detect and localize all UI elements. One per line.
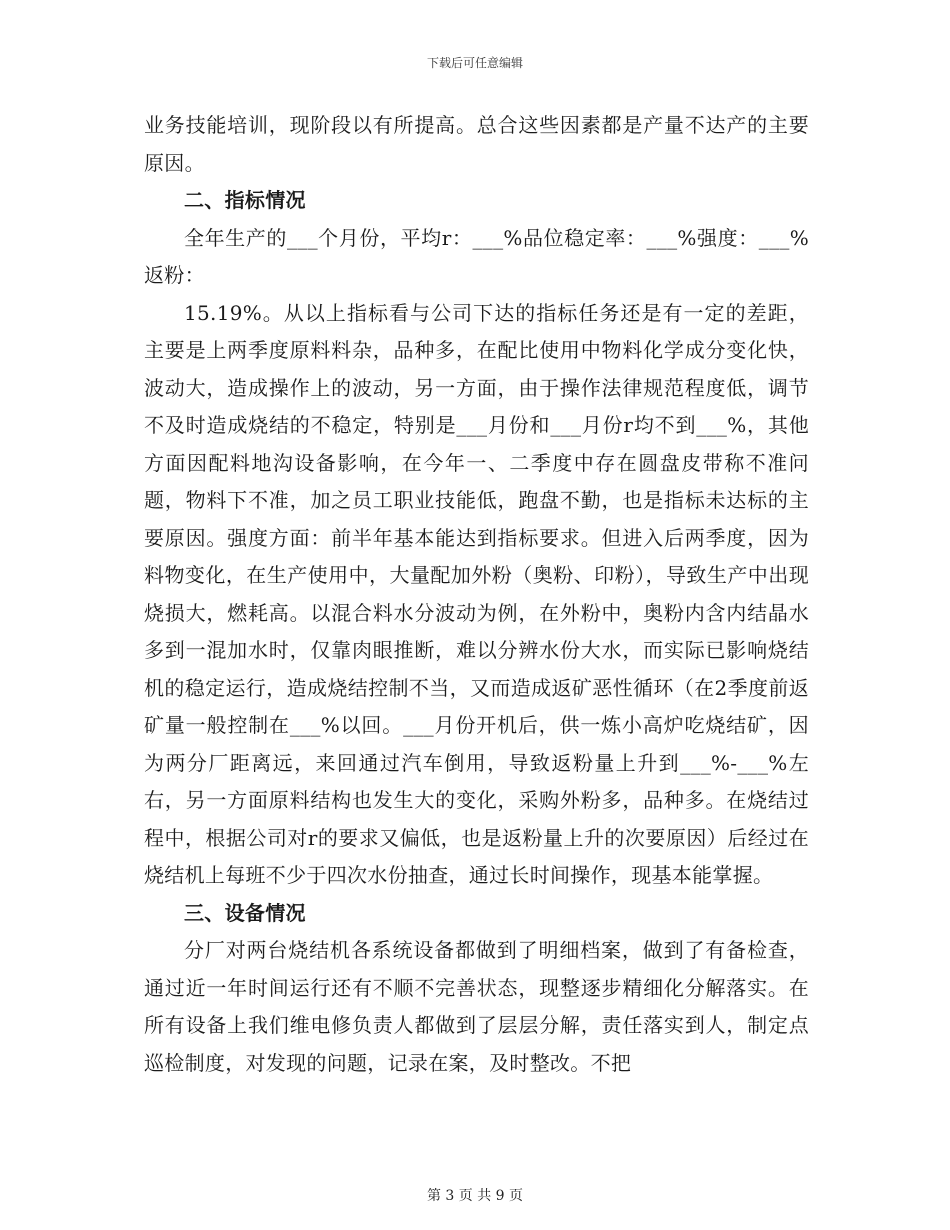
section-heading-equipment: 三、设备情况 bbox=[184, 900, 306, 925]
paragraph-2: 全年生产的___个月份，平均r：___%品位稳定率：___%强度：___%返粉： bbox=[144, 225, 809, 287]
page-header-note: 下载后可任意编辑 bbox=[426, 56, 523, 70]
page-number: 第 3 页 共 9 页 bbox=[426, 1188, 524, 1204]
paragraph-3: 15.19%。从以上指标看与公司下达的指标任务还是有一定的差距，主要是上两季度原料料杂，品种多，在配比使用中物料化学成分变化快，波动大，造成操作上的波动，另一方面，由于操作法律规范程度低，调节不及时造成烧结的不稳定，特别是___月份和___月份r均不到___%，其他方面因配料地沟设备影响，在今年一、二季度中存在圆盘皮带称不准问题，物料下不准，加之员工职业技能低，跑盘不勤，也是指标未达标的主要原因。强度方面：前半年基本能达到指标要求。但进入后两季度，因为料物变化，在生产使用中，大量配加外粉（奥粉、印粉），导致生产中出现烧损大，燃耗高。以混合料水分波动为例，在外粉中，奥粉内含内结晶水多到一混加水时，仅靠肉眼推断，难以分辨水份大水，而实际已影响烧结机的稳定运行，造成烧结控制不当，又而造成返矿恶性循环（在2季度前返矿量一般控制在___%以回。___月份开机后，供一炼小高炉吃烧结矿，因为两分厂距离远，来回通过汽车倒用，导致返粉量上升到___%-___%左右，另一方面原料结构也发生大的变化，采购外粉多，品种多。在烧结过程中，根据公司对r的要求又偏低，也是返粉量上升的次要原因）后经过在烧结机上每班不少于四次水份抽查，通过长时间操作，现基本能掌握。 bbox=[144, 300, 809, 887]
paragraph-4: 分厂对两台烧结机各系统设备都做到了明细档案，做到了有备检查，通过近一年时间运行还有不顺不完善状态，现整逐步精细化分解落实。在所有设备上我们维电修负责人都做到了层层分解，责任落实到人，制定点巡检制度，对发现的问题，记录在案，及时整改。不把 bbox=[144, 938, 809, 1075]
paragraph-1: 业务技能培训，现阶段以有所提高。总合这些因素都是产量不达产的主要原因。 bbox=[144, 113, 809, 175]
document-body bbox=[144, 107, 809, 1082]
section-heading-indicators: 二、指标情况 bbox=[184, 188, 306, 212]
